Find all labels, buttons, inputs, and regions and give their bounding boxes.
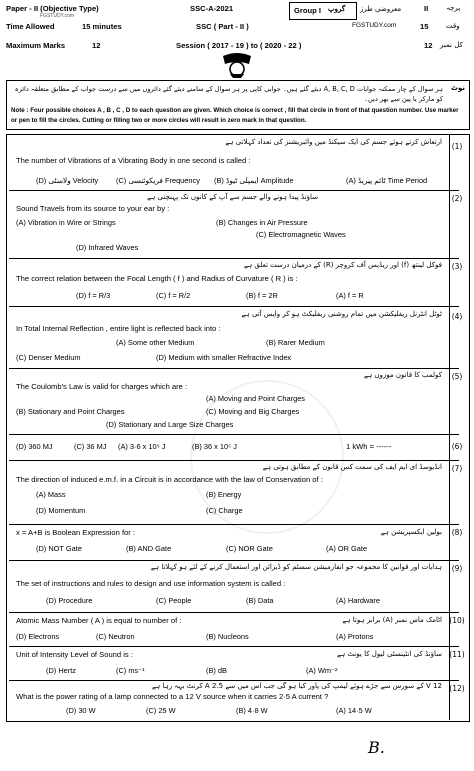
paper-label: Paper - II (Objective Type): [6, 4, 99, 13]
question-8: [6, 524, 468, 560]
question-urdu: ساؤنڈ پیدا ہونے والے جسم سے آپ کے کانوں تک پہنچتی ہے: [147, 193, 318, 201]
option-c: (C) فریکوئنسی Frequency: [116, 176, 200, 185]
option-a: (A) Hardware: [336, 596, 380, 605]
question-urdu: فوکل لینتھ (f) اور ریڈیس آف کروچر (R) کے درمیان درست تعلق ہے: [244, 261, 442, 269]
time-allowed-label: Time Allowed: [6, 22, 55, 31]
question-english: The set of instructions and rules to design and use information system is called :: [16, 579, 286, 588]
question-9: [6, 560, 468, 612]
question-english: The Coulomb's Law is valid for charges which are :: [16, 382, 188, 391]
option-c: (C) Electromagnetic Waves: [256, 230, 346, 239]
question-english: The correct relation between the Focal Length ( f ) and Radius of Curvature ( R ) is :: [16, 274, 298, 283]
question-number: (12): [449, 684, 465, 693]
question-english: x = A+B is Boolean Expression for :: [16, 528, 136, 537]
option-c: (C) People: [156, 596, 192, 605]
question-number: (7): [451, 464, 463, 473]
question-12: [6, 680, 468, 720]
group-box: [289, 2, 357, 20]
question-english: Sound Travels from its source to your ear by :: [16, 204, 170, 213]
board-seal-icon: [220, 52, 254, 78]
option-a: (A) Mass: [36, 490, 66, 499]
option-d: (D) Medium with smaller Refractive Index: [156, 353, 292, 362]
group-urdu: گروپ: [328, 6, 346, 13]
option-a: (A) Protons: [336, 632, 374, 641]
option-c: (C) f = R/2: [156, 291, 191, 300]
option-b: (B) 36 x 10⁵ J: [192, 442, 237, 451]
question-urdu: ساؤنڈ کی انٹینسٹی لیول کا یونٹ ہے: [337, 650, 442, 658]
option-b: (B) f = 2R: [246, 291, 278, 300]
question-number: (5): [451, 372, 463, 381]
subject-urdu: معروضی طرز: [360, 5, 402, 13]
option-a: (A) 3·6 x 10⁵ J: [118, 442, 166, 451]
site-watermark-top: FGSTUDY.com: [40, 13, 75, 19]
option-b: (B) Stationary and Point Charges: [16, 407, 125, 416]
question-urdu: بولین ایکسپریشن ہے: [380, 528, 442, 536]
question-urdu: کولمب کا قانون موزوں ہے: [363, 371, 442, 379]
option-c: (C) NOR Gate: [226, 544, 273, 553]
option-a: (A) ٹائم پیریڈ Time Period: [346, 176, 428, 185]
option-b: (B) dB: [206, 666, 227, 675]
right-value-1: II: [424, 4, 429, 13]
option-c: (C) ms⁻¹: [116, 666, 145, 675]
right-value-2: 15: [420, 22, 429, 31]
question-urdu: 12 V کے سورس سے جڑے ہوئے لیمپ کی پاور کیا ہو گی جب اس میں سے 2.5 A کرنٹ بہہ رہا ہے: [152, 682, 442, 690]
instruction-urdu: ہر سوال کے چار ممکنہ جوابات A, B, C, D دیئے گئے ہیں۔ جوابی کاپی پر ہر سوال کے سامنے دیئے گئے دائروں میں سے درست جواب کے مطابق متعلقہ دائرہ کو مارکر یا پین سے بھر دیں۔: [14, 85, 443, 103]
option-b: (B) Rarer Medium: [266, 338, 325, 347]
right-urdu-3: کل نمبر: [440, 41, 463, 49]
question-4: [6, 306, 468, 368]
option-b: (B) Changes in Air Pressure: [216, 218, 308, 227]
instruction-box: [6, 80, 470, 130]
option-d: (D) Momentum: [36, 506, 86, 515]
max-marks-label: Maximum Marks: [6, 41, 66, 50]
question-urdu: ہدایات اور قوانین کا مجموعہ جو انفارمیشن سسٹم کو ڈیزائن اور استعمال کرنے کے لئے ہو کہلاتا ہے: [150, 563, 442, 571]
option-d: (D) Stationary and Large Size Charges: [106, 420, 234, 429]
option-c: (C) 25 W: [146, 706, 176, 715]
signature: B.: [368, 738, 385, 757]
board-code: SSC-A-2021: [190, 4, 234, 13]
note-urdu: نوٹ: [450, 84, 465, 92]
class-label: SSC ( Part - II ): [196, 22, 249, 31]
right-urdu-1: پرچہ: [446, 4, 461, 12]
question-number: (11): [449, 650, 465, 659]
option-d: (D) f = R/3: [76, 291, 111, 300]
option-a: (A) 14·5 W: [336, 706, 372, 715]
question-number: (9): [451, 564, 463, 573]
time-allowed-value: 15 minutes: [82, 22, 122, 31]
option-b: (B) Data: [246, 596, 274, 605]
option-d: (D) Hertz: [46, 666, 76, 675]
option-d: (D) Electrons: [16, 632, 60, 641]
option-a: (A) Moving and Point Charges: [206, 394, 306, 403]
instruction-english: Note : Four possible choices A , B , C , D to each question are given. Which choice is correct , fill that circle in front of that question number. Use marker or pen to fill the circles. Cutting or filling two or more circles will result in zero mark in that question.: [11, 107, 459, 124]
question-english: What is the power rating of a lamp connected to a 12 V source when it carries 2·5 A current ?: [16, 692, 329, 701]
question-urdu: انڈیوسڈ ای ایم ایف کی سمت کس قانون کے مطابق ہوتی ہے: [262, 463, 442, 471]
question-2: [6, 190, 468, 258]
option-a: (A) f = R: [336, 291, 364, 300]
option-c: (C) Moving and Big Charges: [206, 407, 300, 416]
question-1: [6, 134, 468, 190]
question-urdu: ارتعاش کرتے ہوئے جسم کی ایک سیکنڈ میں وائبریشنز کی تعداد کہلاتی ہے: [225, 138, 442, 146]
option-d: (D) 360 MJ: [16, 442, 53, 451]
option-d: (D) 30 W: [66, 706, 96, 715]
session-label: Session ( 2017 - 19 ) to ( 2020 - 22 ): [176, 41, 302, 50]
question-number: (10): [449, 616, 465, 625]
option-d: (D) ولاسٹی Velocity: [36, 176, 99, 185]
option-a: (A) OR Gate: [326, 544, 368, 553]
question-english: The number of Vibrations of a Vibrating Body in one second is called :: [16, 156, 251, 165]
question-number: (2): [451, 194, 463, 203]
question-number: (6): [451, 442, 463, 451]
option-b: (B) Nucleons: [206, 632, 249, 641]
website-label: FGSTUDY.com: [352, 22, 397, 29]
group-label: Group I: [294, 6, 321, 15]
option-d: (D) Procedure: [46, 596, 93, 605]
question-number: (1): [451, 142, 463, 151]
option-b: (B) 4·8 W: [236, 706, 268, 715]
watermark-seal-icon: [190, 380, 344, 534]
option-b: (B) Energy: [206, 490, 242, 499]
option-d: (D) NOT Gate: [36, 544, 82, 553]
question-english: Atomic Mass Number ( A ) is equal to number of :: [16, 616, 182, 625]
question-number: (8): [451, 528, 463, 537]
question-english: 1 kWh = ------: [346, 442, 392, 451]
option-a: (A) Some other Medium: [116, 338, 195, 347]
right-urdu-2: وقت: [446, 22, 460, 30]
question-english: In Total Internal Reflection , entire light is reflected back into :: [16, 324, 221, 333]
option-a: (A) Vibration in Wire or Strings: [16, 218, 116, 227]
question-urdu: اٹامک ماس نمبر (A) برابر ہوتا ہے: [342, 616, 442, 624]
question-10: [6, 612, 468, 646]
question-11: [6, 646, 468, 680]
question-urdu: ٹوٹل انٹرنل ریفلیکشن میں تمام روشنی ریفلیکٹ ہو کر واپس آتی ہے: [241, 310, 442, 318]
max-marks-value: 12: [92, 41, 101, 50]
question-3: [6, 258, 468, 306]
option-c: (C) 36 MJ: [74, 442, 107, 451]
question-english: Unit of Intensity Level of Sound is :: [16, 650, 133, 659]
option-b: (B) ایمپلی ٹیوڈ Amplitude: [214, 176, 294, 185]
question-number: (3): [451, 262, 463, 271]
option-c: (C) Charge: [206, 506, 243, 515]
option-c: (C) Neutron: [96, 632, 135, 641]
question-english: The direction of induced e.m.f. in a Circuit is in accordance with the law of Conservation of :: [16, 475, 323, 484]
right-value-3: 12: [424, 41, 433, 50]
option-a: (A) Wm⁻²: [306, 666, 338, 675]
option-c: (C) Denser Medium: [16, 353, 81, 362]
option-d: (D) Infrared Waves: [76, 243, 139, 252]
option-b: (B) AND Gate: [126, 544, 172, 553]
question-number: (4): [451, 312, 463, 321]
